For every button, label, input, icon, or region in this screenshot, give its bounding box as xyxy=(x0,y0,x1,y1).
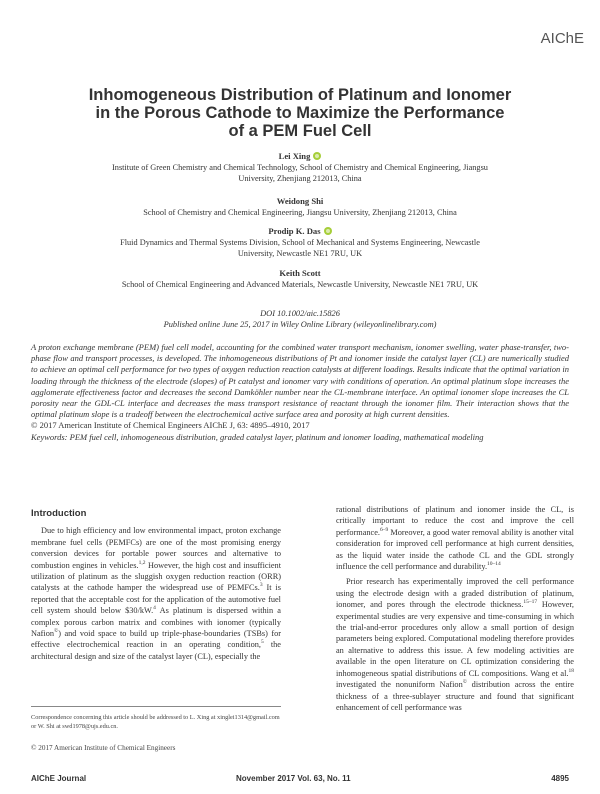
title-line: in the Porous Cathode to Maximize the Performance xyxy=(95,104,505,122)
body-paragraph: Prior research has experimentally improved the cell performance using the electrode design with a graded distribution of platinum, ionomer, and pores through the electrode thickness.$^{15-17}$ However, experimental studies are very expensive and time-consuming in which the trial-and-error procedures only allow a small portion of design parameters being explored. Computational modeling therefore provides an alternative to address this issue. A few modeling activities are available in the open literature on CL optimization considering the inhomogeneous spatial distributions of CL compositions. Wang et al.$^{18}$ investigated the nonuniform Nafion© distribution across the entire thickness of a three-sublayer structure and found that significant enhancement of cell performance was xyxy=(336,577,574,712)
keywords: Keywords: PEM fuel cell, inhomogeneous distribution, graded catalyst layer, platinum and ionomer loading, mathematical modeling xyxy=(31,431,484,442)
citation-ref[interactable]: 1,2 xyxy=(138,559,146,566)
author-affiliation: University, Zhenjiang 212013, China xyxy=(238,174,362,183)
title-line: Inhomogeneous Distribution of Platinum and Ionomer xyxy=(88,86,512,104)
author-name: Keith Scott xyxy=(279,268,321,278)
author-affiliation: Institute of Green Chemistry and Chemical Technology, School of Chemistry and Chemical Engineering, Jiangsu xyxy=(112,163,488,172)
paper-title xyxy=(60,86,540,140)
citation-ref[interactable]: 15–17 xyxy=(523,599,538,606)
doi-link[interactable]: DOI 10.1002/aic.15826 xyxy=(260,309,340,318)
footnote-divider xyxy=(31,706,281,707)
citation-ref[interactable]: 10–14 xyxy=(487,561,501,568)
author-block xyxy=(70,151,530,184)
orcid-icon[interactable] xyxy=(313,152,321,160)
author-affiliation: University, Newcastle NE1 7RU, UK xyxy=(237,249,363,258)
published-online: Published online June 25, 2017 in Wiley Online Library (wileyonlinelibrary.com) xyxy=(163,320,437,329)
author-name: Weidong Shi xyxy=(276,196,324,206)
orcid-icon[interactable] xyxy=(324,227,332,235)
author-affiliation: Fluid Dynamics and Thermal Systems Division, School of Mechanical and Systems Engineering, Newcastle xyxy=(120,238,480,247)
author-block xyxy=(70,268,530,290)
registered-mark: © xyxy=(462,679,467,686)
author-name: Prodip K. Das xyxy=(268,226,321,236)
abstract-copyright: © 2017 American Institute of Chemical Engineers AIChE J, 63: 4895–4910, 2017 xyxy=(31,420,310,431)
left-column xyxy=(31,508,281,662)
correspondence-footnote: Correspondence concerning this article should be addressed to L. Xing at xinglei1314@gmail.com or W. Shi at swd1978@ujs.edu.cn. xyxy=(31,714,280,730)
author-affiliation: School of Chemistry and Chemical Engineering, Jiangsu University, Zhenjiang 212013, China xyxy=(143,208,457,217)
citation-ref[interactable]: 3 xyxy=(259,582,263,589)
footer-page-number: 4895 xyxy=(551,774,569,783)
citation-ref[interactable]: 6–9 xyxy=(380,527,389,534)
author-affiliation: School of Chemical Engineering and Advanced Materials, Newcastle University, Newcastle NE1 7RU, UK xyxy=(121,280,479,289)
footer-journal: AIChE Journal xyxy=(31,774,87,783)
abstract xyxy=(31,342,569,443)
body-paragraph: Due to high efficiency and low environmental impact, proton exchange membrane fuel cells (PEMFCs) are one of the most promising energy conversion devices for portable power sources and alternative to combustion engines in vehicles.$^{1,2}$ However, the high cost and insufficient utilization of platinum as the sluggish oxygen reduction reaction (ORR) catalysts at the cathode hamper the widespread use of PEMFCs.$^3$ It is reported that the acceptable cost for the application of the automotive fuel cell system should below $30/kW.$^4$ As platinum is dispersed within a complex porous carbon matrix and combines with ionomer (typically Nafion©) and void space to build up triple-phase-boundaries (TSBs) for effective electrochemical reaction in an operating condition,$^5$ the architectural design and size of the catalyst layer (CL), especially the xyxy=(31,526,282,661)
abstract-text: A proton exchange membrane (PEM) fuel cell model, accounting for the combined water transport mechanism, ionomer swelling, water phase-transfer, two-phase flow and transport processes, is developed. The inhomogeneous distributions of Pt and ionomer inside the catalyst layer (CL) are numerically studied to achieve an optimal cell performance for two types of oxygen reduction reaction catalysts at different loadings. Results indicate that the optimal variation in loading through the thickness of the electrode (slopes) of Pt catalyst and ionomer vary with conditions of operation. An optimal platinum slope increases the agglomerate effectiveness factor and decreases the second Damköhler number near the CL-membrane interface. An optimal ionomer slope increases the CL porosity near the GDL-CL interface and decreases the mass transport resistance of reactant through the ionomer film. Their interaction shows that the optimal platinum slope is a tradeoff between the electrochemical active surface area and porosity at high current densities. xyxy=(31,342,569,420)
citation-ref[interactable]: 4 xyxy=(153,605,156,612)
journal-logo: AIChE xyxy=(540,30,584,47)
citation-ref[interactable]: 18 xyxy=(568,667,574,674)
author-name: Lei Xing xyxy=(278,151,311,161)
section-heading: Introduction xyxy=(31,508,87,519)
footer-issue: November 2017 Vol. 63, No. 11 xyxy=(236,774,351,783)
citation-ref[interactable]: 5 xyxy=(260,639,264,646)
publication-info xyxy=(60,308,540,330)
registered-mark: © xyxy=(54,628,59,635)
copyright-footer: © 2017 American Institute of Chemical Engineers xyxy=(31,744,176,752)
right-column xyxy=(336,504,574,713)
author-block xyxy=(70,196,530,218)
author-block xyxy=(70,226,530,259)
title-line: of a PEM Fuel Cell xyxy=(228,122,372,140)
body-paragraph: rational distributions of platinum and ionomer inside the CL, is critically important to reduce the cost and improve the cell performance.$^{6-9}$ Moreover, a good water removal ability is another vital consideration for improved cell performance at high current densities, as the liquid water inside the cathode CL and the GDL strongly influence the cell performance and durability.$^{10-14}$ xyxy=(336,505,574,572)
